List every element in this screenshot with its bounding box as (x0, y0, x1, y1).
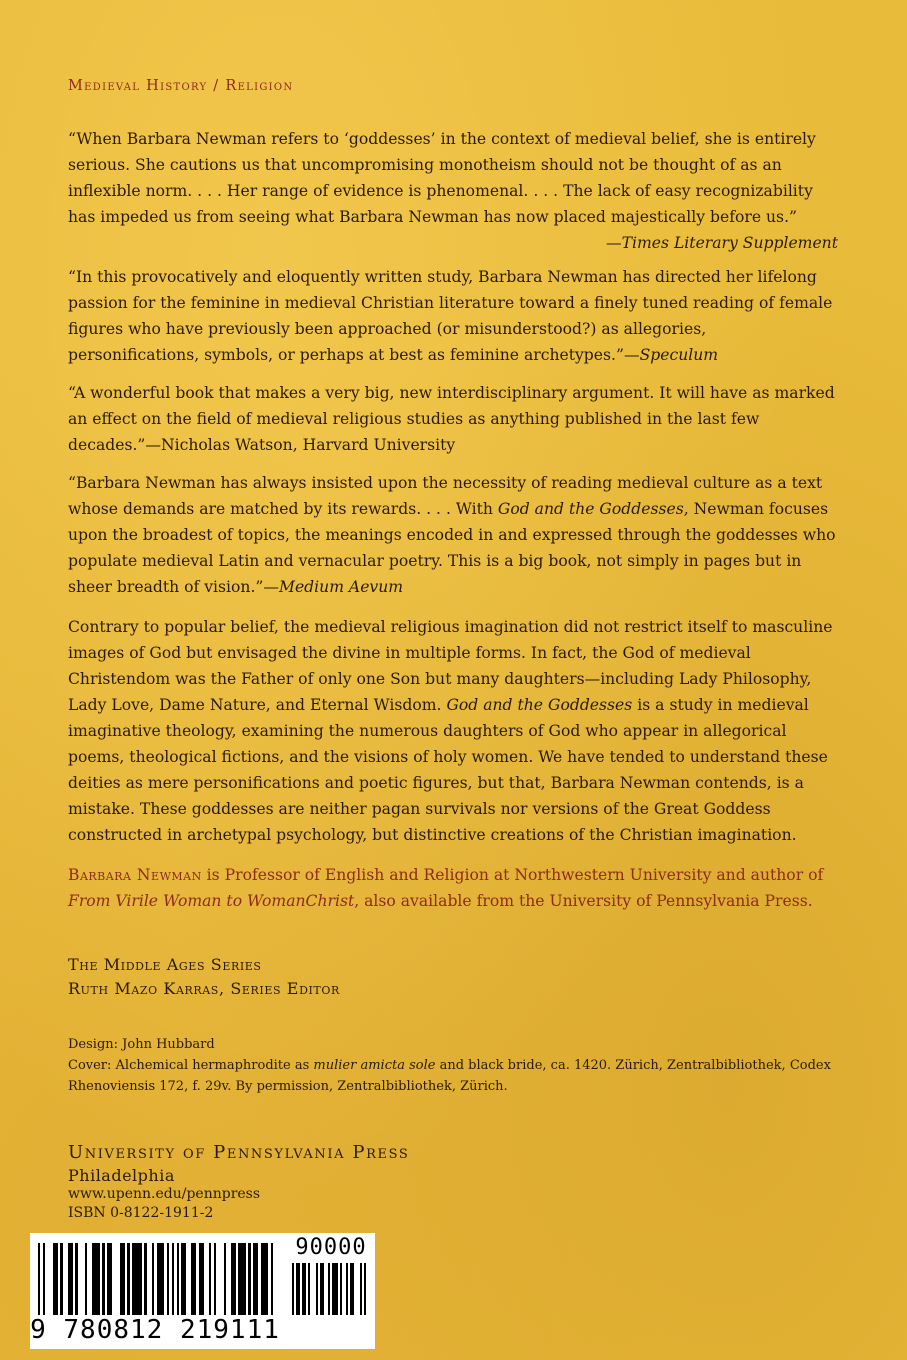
design-credit: Design: John Hubbard (68, 1037, 215, 1052)
barcode-bar (132, 1243, 142, 1315)
barcode (30, 1233, 375, 1349)
barcode-bar (273, 1243, 275, 1315)
author-bio: Barbara Newman is Professor of English and Religion at Northwestern University and author of From Virile Woman to WomanChrist, also available from the University of Pennsylvania Press. (68, 866, 824, 910)
barcode-bar (261, 1243, 268, 1315)
review-quote-4-book-title: God and the Goddesses (497, 500, 684, 518)
barcode-bar (216, 1243, 223, 1315)
barcode-bar (157, 1243, 164, 1315)
review-quote-3-text: “A wonderful book that makes a very big, new interdisciplinary argument. It will have as marked an effect on the field of medieval religious studies as anything published in the last few decades.” (68, 384, 835, 454)
series-name: The Middle Ages Series (68, 955, 262, 974)
barcode-bar (112, 1243, 119, 1315)
barcode-addon-bars (292, 1263, 366, 1315)
barcode-digits: 9 780812 219111 (30, 1315, 280, 1345)
barcode-bar (92, 1243, 99, 1315)
barcode-bar (45, 1243, 52, 1315)
series-editor: Ruth Mazo Karras, Series Editor (68, 979, 340, 998)
book-description: Contrary to popular belief, the medieval religious imagination did not restrict itself to masculine images of God but envisaged the divine in multiple forms. In fact, the God of medieval Christendom was the Father of only one Son but many daughters—including Lady Philosophy, Lady Love, Dame Nature, and Eternal Wisdom. God and the Goddesses is a study in medieval imaginative theology, examining the numerous daughters of God who appear in allegorical poems, theological fictions, and the visions of holy women. We have tended to understand these deities as mere personifications and poetic figures, but that, Barbara Newman contends, is a mistake. These goddesses are neither pagan survivals nor versions of the Great Goddess constructed in archetypal psychology, but distinctive creations of the Christian imagination. (68, 618, 833, 844)
barcode-bar (364, 1263, 366, 1315)
publisher-name: University of Pennsylvania Press (68, 1142, 410, 1163)
category-label: Medieval History / Religion (68, 78, 294, 94)
publisher-url: www.upenn.edu/pennpress (68, 1186, 261, 1202)
review-quote-1 (68, 126, 838, 256)
author-other-book: From Virile Woman to WomanChrist (68, 892, 355, 910)
isbn: ISBN 0-8122-1911-2 (68, 1205, 214, 1221)
series-info (68, 953, 340, 1001)
barcode-addon-digits: 90000 (295, 1235, 367, 1260)
credits (68, 1034, 838, 1097)
review-quote-2-text: “In this provocatively and eloquently written study, Barbara Newman has directed her lifelong passion for the feminine in medieval Christian literature toward a finely tuned reading of female figures who have previously been approached (or misunderstood?) as allegories, personifications, symbols, or perhaps at best as feminine archetypes.” (68, 268, 833, 364)
publisher-city: Philadelphia (68, 1166, 175, 1185)
author-name: Barbara Newman (68, 866, 202, 884)
review-quote-4-attribution: —Medium Aevum (263, 578, 404, 596)
review-quote-1-attribution: —Times Literary Supplement (606, 234, 838, 252)
review-quote-2 (68, 264, 838, 368)
review-quote-2-attribution: —Speculum (623, 346, 719, 364)
barcode-bars (38, 1243, 276, 1315)
cover-credit: Cover: Alchemical hermaphrodite as mulier amicta sole and black bride, ca. 1420. Zürich, Zentralbibliothek, Codex Rhenoviensis 172, f. 29v. By permission, Zentralbibliothek, Zürich. (68, 1058, 831, 1094)
publisher-info (68, 1140, 409, 1223)
barcode-bar (78, 1243, 85, 1315)
review-quote-3-attribution: —Nicholas Watson, Harvard University (145, 436, 456, 454)
review-quote-3 (68, 380, 838, 458)
barcode-bar (238, 1243, 245, 1315)
review-quote-1-text: “When Barbara Newman refers to ‘goddesses’ in the context of medieval belief, she is entirely serious. She cautions us that uncompromising monotheism should not be thought of as an inflexible norm. . . . Her range of evidence is phenomenal. . . . The lack of easy recognizability has impeded us from seeing what Barbara Newman has now placed majestically before us.” (68, 130, 816, 226)
description-book-title: God and the Goddesses (446, 696, 633, 714)
review-quote-4: “Barbara Newman has always insisted upon the necessity of reading medieval culture as a text whose demands are matched by its rewards. . . . With God and the Goddesses, Newman focuses upon the broadest of topics, the meanings encoded in and expressed through the goddesses who populate medieval Latin and vernacular poetry. This is a big book, not simply in pages but in sheer breadth of vision.”—Medium Aevum (68, 474, 836, 596)
